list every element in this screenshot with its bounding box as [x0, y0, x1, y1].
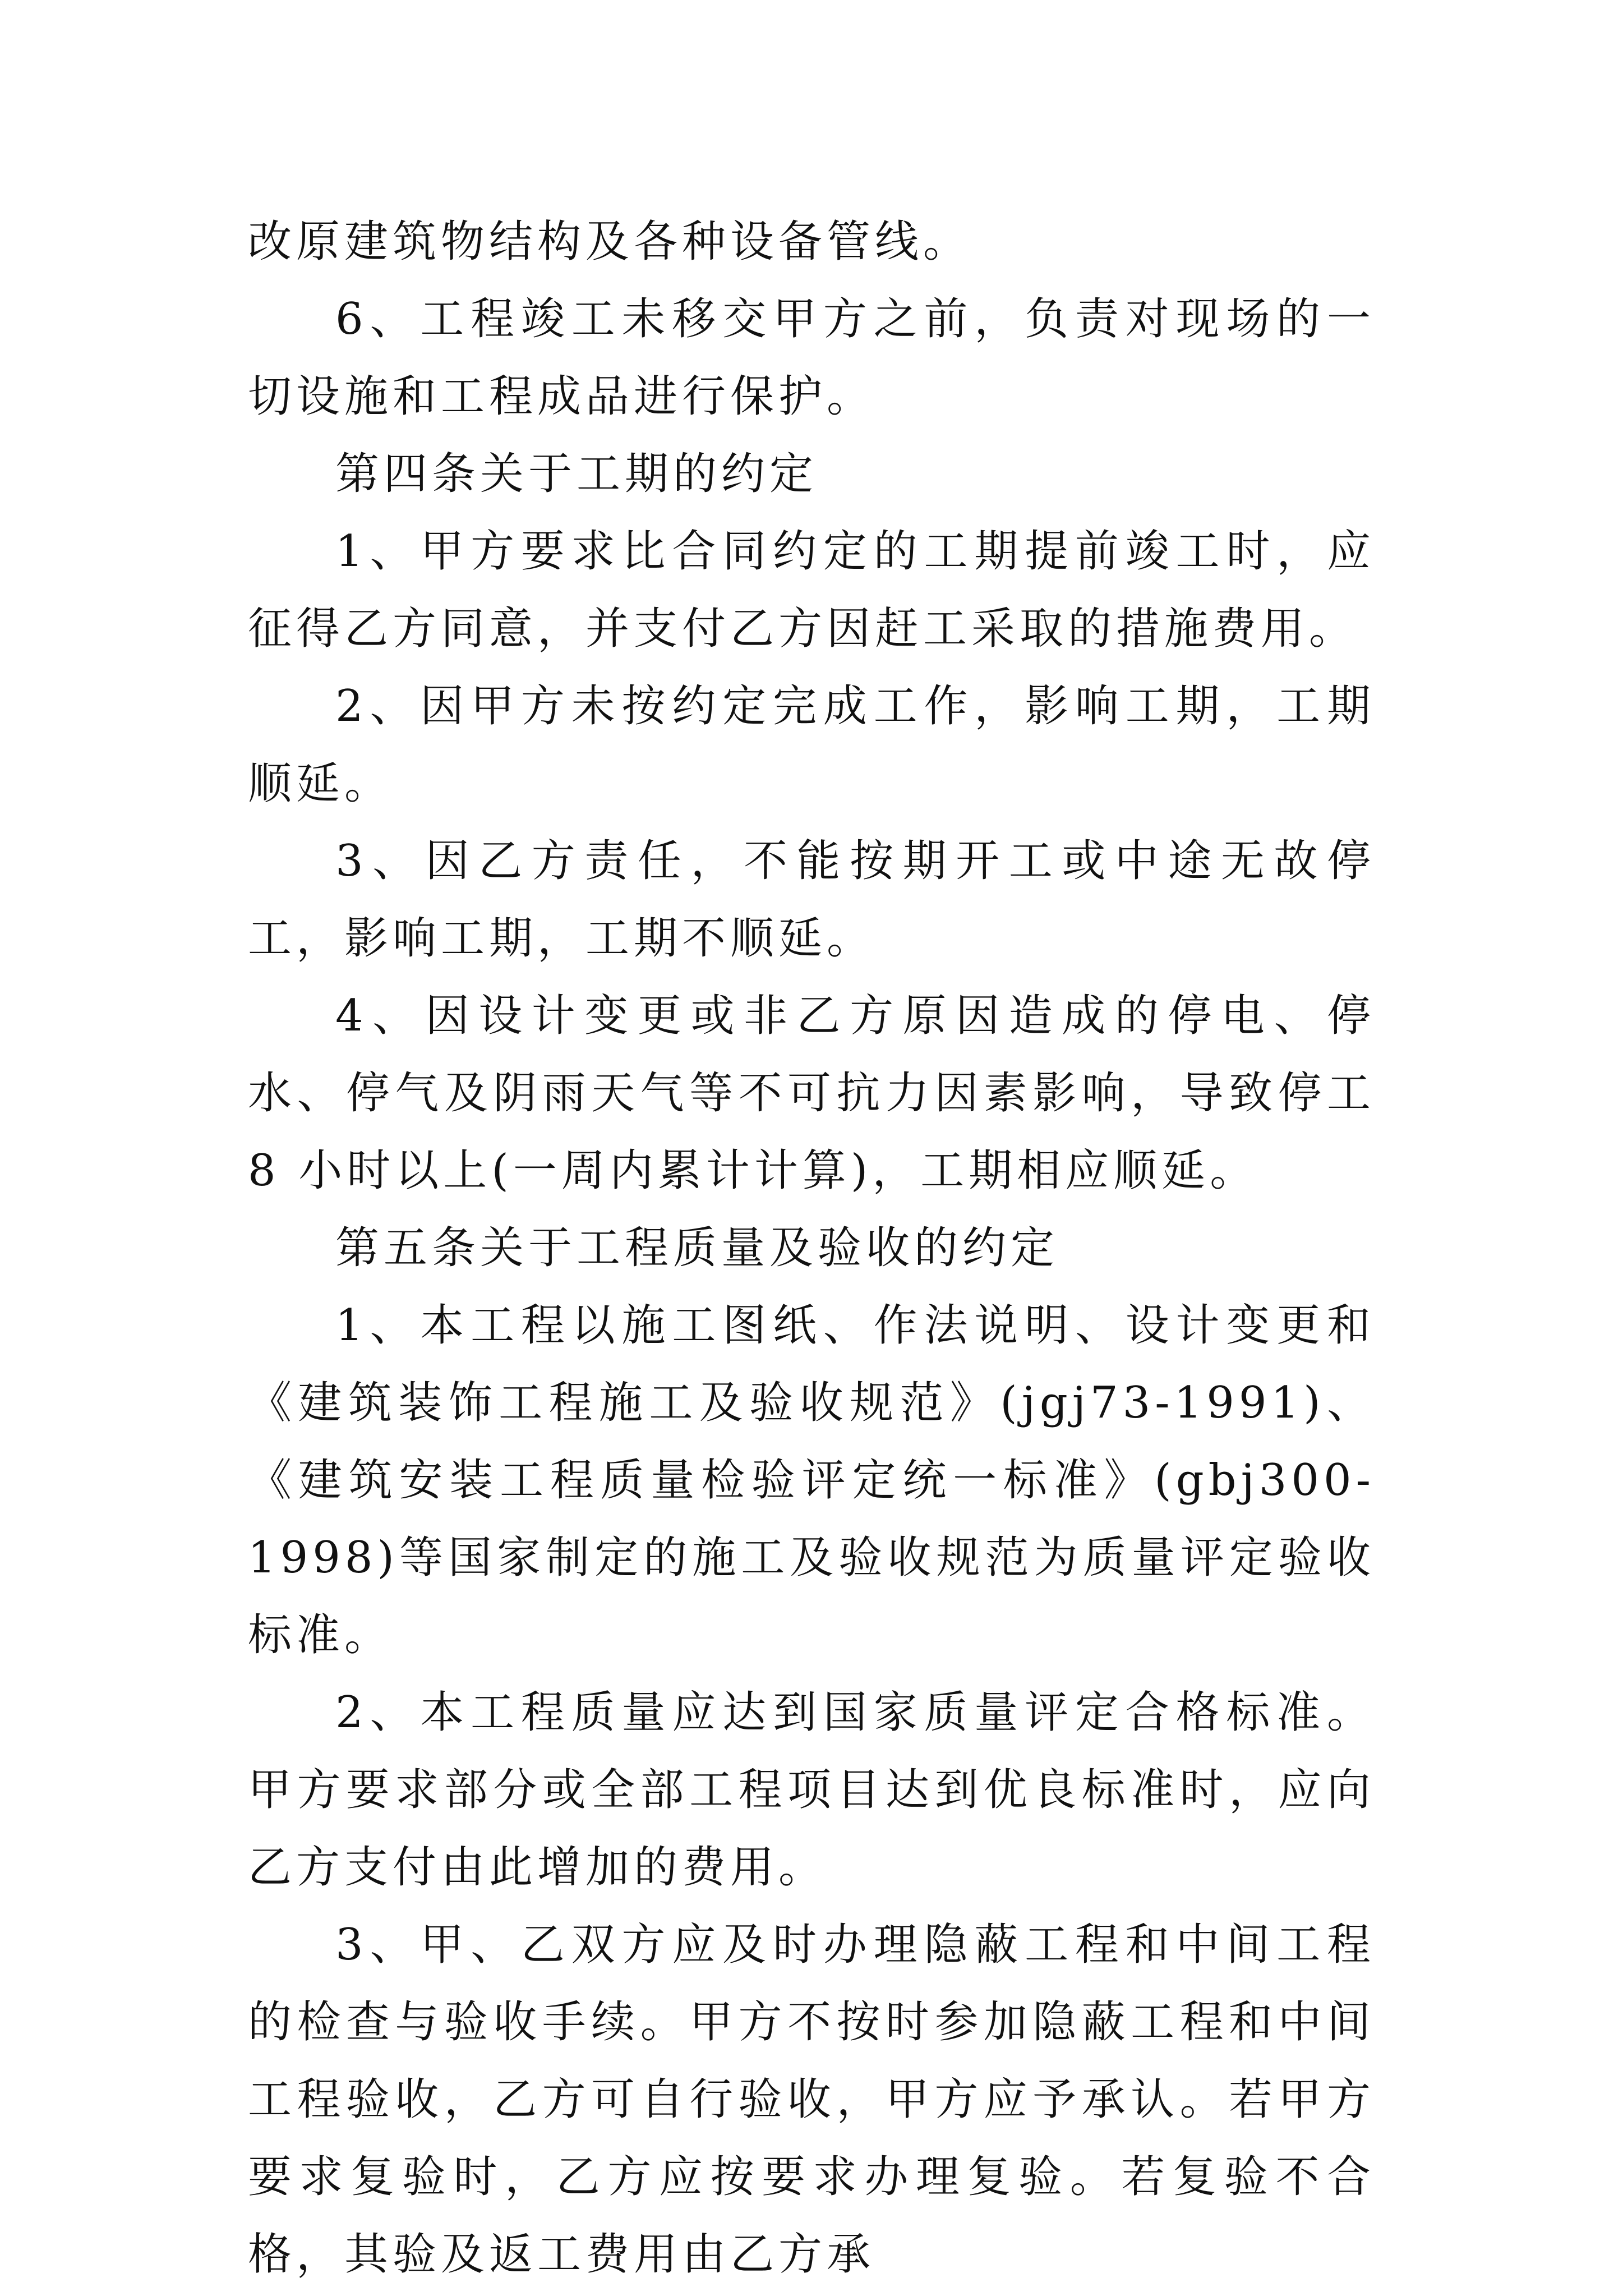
paragraph-item-2: 2、因甲方未按约定完成工作，影响工期，工期顺延。 — [248, 681, 1375, 809]
paragraph-item-2-quality: 2、本工程质量应达到国家质量评定合格标准。甲方要求部分或全部工程项目达到优良标准时，应向乙方支付由此增加的费用。 — [248, 1687, 1375, 1893]
paragraph-item-4: 4、因设计变更或非乙方原因造成的停电、停水、停气及阴雨天气等不可抗力因素影响，导致停工 8 小时以上(一周内累计计算)，工期相应顺延。 — [248, 991, 1375, 1196]
paragraph-item-3: 3、因乙方责任，不能按期开工或中途无故停工，影响工期，工期不顺延。 — [248, 836, 1375, 964]
paragraph-item-1-quality: 1、本工程以施工图纸、作法说明、设计变更和《建筑装饰工程施工及验收规范》(jgj73-1991)、《建筑安装工程质量检验评定统一标准》(gbj300-1998)等国家制定的施工及验收规范为质量评定验收标准。 — [248, 1300, 1375, 1660]
section-heading-article-5: 第五条关于工程质量及验收的约定 — [335, 1223, 1059, 1273]
section-heading-article-4: 第四条关于工期的约定 — [335, 449, 818, 499]
paragraph-continuation: 改原建筑物结构及各种设备管线。 — [248, 217, 972, 267]
paragraph-item-6: 6、工程竣工未移交甲方之前，负责对现场的一切设施和工程成品进行保护。 — [248, 294, 1375, 422]
paragraph-item-1: 1、甲方要求比合同约定的工期提前竣工时，应征得乙方同意，并支付乙方因赶工采取的措施费用。 — [248, 526, 1375, 654]
paragraph-item-3-quality: 3、甲、乙双方应及时办理隐蔽工程和中间工程的检查与验收手续。甲方不按时参加隐蔽工程和中间工程验收，乙方可自行验收，甲方应予承认。若甲方要求复验时，乙方应按要求办理复验。若复验不合格，其验及返工费用由乙方承 — [248, 1920, 1375, 2280]
document-body — [248, 203, 1375, 2293]
